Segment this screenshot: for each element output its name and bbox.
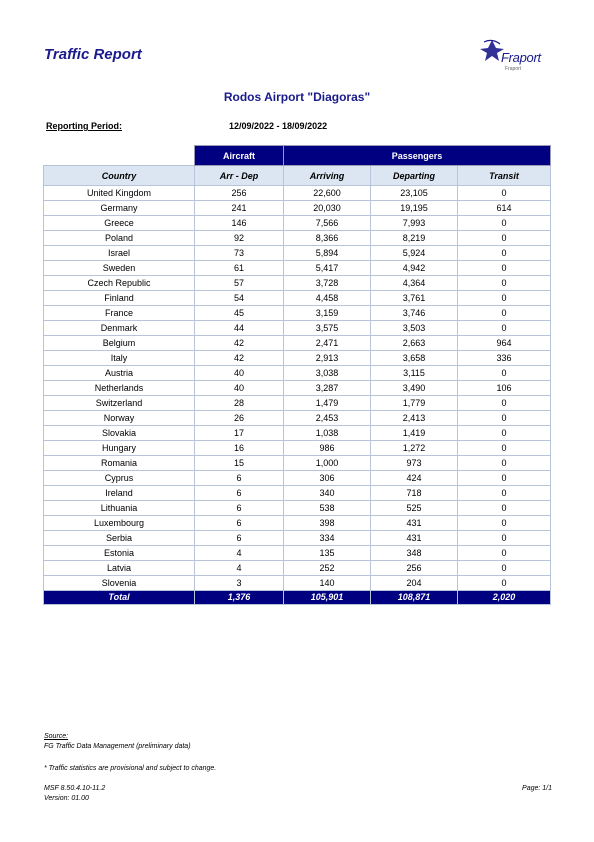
table-row xyxy=(44,216,551,231)
total-arriving: 105,901 xyxy=(284,591,371,605)
table-row xyxy=(44,186,551,201)
cell-arr-dep: 92 xyxy=(195,231,284,246)
column-header-row xyxy=(44,166,551,186)
total-arr-dep: 1,376 xyxy=(195,591,284,605)
cell-arr-dep: 54 xyxy=(195,291,284,306)
cell-country: Austria xyxy=(44,366,195,381)
cell-departing: 431 xyxy=(371,531,458,546)
source-text: FG Traffic Data Management (preliminary data) xyxy=(44,743,191,750)
cell-country: Hungary xyxy=(44,441,195,456)
cell-arr-dep: 241 xyxy=(195,201,284,216)
cell-transit: 0 xyxy=(458,531,551,546)
airport-name: Rodos Airport "Diagoras" xyxy=(223,90,371,104)
cell-departing: 19,195 xyxy=(371,201,458,216)
cell-transit: 614 xyxy=(458,201,551,216)
disclaimer-note: * Traffic statistics are provisional and subject to change. xyxy=(44,765,217,772)
cell-departing: 4,364 xyxy=(371,276,458,291)
cell-departing: 3,746 xyxy=(371,306,458,321)
cell-transit: 0 xyxy=(458,576,551,591)
source-label: Source: xyxy=(44,733,69,740)
reporting-period-label: Reporting Period: xyxy=(46,121,122,131)
cell-country: Israel xyxy=(44,246,195,261)
cell-arriving: 4,458 xyxy=(284,291,371,306)
cell-country: Belgium xyxy=(44,336,195,351)
col-header-departing: Departing xyxy=(371,166,458,186)
cell-departing: 3,658 xyxy=(371,351,458,366)
table-row xyxy=(44,231,551,246)
cell-departing: 525 xyxy=(371,501,458,516)
total-label: Total xyxy=(44,591,195,605)
table-row xyxy=(44,201,551,216)
cell-country: Italy xyxy=(44,351,195,366)
cell-arr-dep: 42 xyxy=(195,351,284,366)
cell-arr-dep: 57 xyxy=(195,276,284,291)
cell-country: Greece xyxy=(44,216,195,231)
page-number: Page: 1/1 xyxy=(522,785,552,792)
cell-country: Ireland xyxy=(44,486,195,501)
cell-arriving: 2,453 xyxy=(284,411,371,426)
cell-transit: 0 xyxy=(458,231,551,246)
cell-arriving: 3,287 xyxy=(284,381,371,396)
cell-departing: 4,942 xyxy=(371,261,458,276)
table-row xyxy=(44,441,551,456)
fraport-logo-text: Fraport xyxy=(501,50,541,65)
cell-country: United Kingdom xyxy=(44,186,195,201)
table-row xyxy=(44,471,551,486)
version-label: Version: 01.00 xyxy=(44,795,89,802)
table-row xyxy=(44,561,551,576)
cell-transit: 0 xyxy=(458,516,551,531)
cell-arr-dep: 146 xyxy=(195,216,284,231)
cell-arr-dep: 6 xyxy=(195,486,284,501)
cell-transit: 0 xyxy=(458,366,551,381)
cell-arriving: 140 xyxy=(284,576,371,591)
cell-arriving: 1,000 xyxy=(284,456,371,471)
col-header-arriving: Arriving xyxy=(284,166,371,186)
cell-arr-dep: 3 xyxy=(195,576,284,591)
cell-departing: 5,924 xyxy=(371,246,458,261)
cell-country: Luxembourg xyxy=(44,516,195,531)
cell-departing: 424 xyxy=(371,471,458,486)
cell-departing: 1,419 xyxy=(371,426,458,441)
cell-arr-dep: 28 xyxy=(195,396,284,411)
cell-departing: 204 xyxy=(371,576,458,591)
cell-transit: 0 xyxy=(458,276,551,291)
total-transit: 2,020 xyxy=(458,591,551,605)
table-row xyxy=(44,426,551,441)
cell-country: Norway xyxy=(44,411,195,426)
cell-arr-dep: 17 xyxy=(195,426,284,441)
table-row xyxy=(44,276,551,291)
cell-arriving: 398 xyxy=(284,516,371,531)
cell-country: Serbia xyxy=(44,531,195,546)
cell-arr-dep: 6 xyxy=(195,531,284,546)
table-row xyxy=(44,531,551,546)
cell-arriving: 1,479 xyxy=(284,396,371,411)
table-row xyxy=(44,576,551,591)
col-header-transit: Transit xyxy=(458,166,551,186)
cell-arr-dep: 6 xyxy=(195,471,284,486)
cell-arriving: 3,159 xyxy=(284,306,371,321)
cell-country: Netherlands xyxy=(44,381,195,396)
table-row xyxy=(44,291,551,306)
cell-transit: 0 xyxy=(458,411,551,426)
table-row xyxy=(44,246,551,261)
cell-transit: 106 xyxy=(458,381,551,396)
cell-departing: 7,993 xyxy=(371,216,458,231)
cell-departing: 3,761 xyxy=(371,291,458,306)
cell-arr-dep: 42 xyxy=(195,336,284,351)
cell-country: Denmark xyxy=(44,321,195,336)
table-row xyxy=(44,261,551,276)
cell-transit: 0 xyxy=(458,561,551,576)
cell-transit: 0 xyxy=(458,291,551,306)
table-row xyxy=(44,381,551,396)
table-row xyxy=(44,501,551,516)
cell-departing: 1,779 xyxy=(371,396,458,411)
cell-departing: 2,663 xyxy=(371,336,458,351)
table-row xyxy=(44,411,551,426)
cell-arr-dep: 4 xyxy=(195,561,284,576)
cell-departing: 8,219 xyxy=(371,231,458,246)
cell-country: Finland xyxy=(44,291,195,306)
cell-arr-dep: 73 xyxy=(195,246,284,261)
cell-departing: 431 xyxy=(371,516,458,531)
cell-arr-dep: 44 xyxy=(195,321,284,336)
cell-transit: 0 xyxy=(458,321,551,336)
cell-arriving: 252 xyxy=(284,561,371,576)
cell-arr-dep: 16 xyxy=(195,441,284,456)
cell-arriving: 3,575 xyxy=(284,321,371,336)
cell-transit: 0 xyxy=(458,246,551,261)
table-row xyxy=(44,321,551,336)
cell-country: Germany xyxy=(44,201,195,216)
total-departing: 108,871 xyxy=(371,591,458,605)
cell-arriving: 1,038 xyxy=(284,426,371,441)
cell-transit: 336 xyxy=(458,351,551,366)
cell-arr-dep: 256 xyxy=(195,186,284,201)
cell-transit: 0 xyxy=(458,501,551,516)
cell-country: Slovakia xyxy=(44,426,195,441)
cell-arr-dep: 4 xyxy=(195,546,284,561)
cell-arriving: 8,366 xyxy=(284,231,371,246)
table-row xyxy=(44,396,551,411)
cell-country: Switzerland xyxy=(44,396,195,411)
cell-country: Latvia xyxy=(44,561,195,576)
cell-transit: 0 xyxy=(458,396,551,411)
cell-transit: 0 xyxy=(458,261,551,276)
cell-arr-dep: 40 xyxy=(195,381,284,396)
cell-arr-dep: 26 xyxy=(195,411,284,426)
table-row xyxy=(44,516,551,531)
table-row xyxy=(44,306,551,321)
group-header-row xyxy=(44,146,551,166)
cell-arriving: 2,471 xyxy=(284,336,371,351)
table-row xyxy=(44,546,551,561)
cell-transit: 0 xyxy=(458,471,551,486)
cell-departing: 256 xyxy=(371,561,458,576)
cell-country: Estonia xyxy=(44,546,195,561)
cell-departing: 3,503 xyxy=(371,321,458,336)
traffic-table xyxy=(43,145,551,605)
cell-arriving: 5,894 xyxy=(284,246,371,261)
fraport-logo-subtext: Fraport xyxy=(505,66,522,72)
cell-arriving: 135 xyxy=(284,546,371,561)
col-header-country: Country xyxy=(44,166,195,186)
cell-country: Czech Republic xyxy=(44,276,195,291)
cell-arr-dep: 61 xyxy=(195,261,284,276)
cell-country: Romania xyxy=(44,456,195,471)
cell-transit: 0 xyxy=(458,306,551,321)
cell-arriving: 7,566 xyxy=(284,216,371,231)
cell-transit: 0 xyxy=(458,456,551,471)
cell-arriving: 986 xyxy=(284,441,371,456)
cell-transit: 0 xyxy=(458,186,551,201)
cell-country: Slovenia xyxy=(44,576,195,591)
cell-departing: 718 xyxy=(371,486,458,501)
cell-country: Lithuania xyxy=(44,501,195,516)
cell-transit: 0 xyxy=(458,426,551,441)
cell-arriving: 334 xyxy=(284,531,371,546)
table-body xyxy=(44,186,551,591)
cell-arr-dep: 45 xyxy=(195,306,284,321)
cell-country: Poland xyxy=(44,231,195,246)
cell-arriving: 22,600 xyxy=(284,186,371,201)
cell-arriving: 3,728 xyxy=(284,276,371,291)
cell-arriving: 538 xyxy=(284,501,371,516)
cell-arr-dep: 6 xyxy=(195,501,284,516)
cell-departing: 973 xyxy=(371,456,458,471)
cell-departing: 3,115 xyxy=(371,366,458,381)
cell-country: Sweden xyxy=(44,261,195,276)
cell-departing: 23,105 xyxy=(371,186,458,201)
cell-transit: 0 xyxy=(458,441,551,456)
table-row xyxy=(44,351,551,366)
cell-arr-dep: 15 xyxy=(195,456,284,471)
cell-country: Cyprus xyxy=(44,471,195,486)
cell-arriving: 2,913 xyxy=(284,351,371,366)
cell-arriving: 20,030 xyxy=(284,201,371,216)
aircraft-group-header: Aircraft xyxy=(195,146,284,166)
cell-departing: 2,413 xyxy=(371,411,458,426)
table-row xyxy=(44,336,551,351)
cell-country: France xyxy=(44,306,195,321)
cell-departing: 1,272 xyxy=(371,441,458,456)
table-row xyxy=(44,366,551,381)
col-header-arr-dep: Arr - Dep xyxy=(195,166,284,186)
cell-departing: 348 xyxy=(371,546,458,561)
cell-arriving: 3,038 xyxy=(284,366,371,381)
msf-code: MSF 8.50.4.10-11.2 xyxy=(44,785,106,792)
cell-arriving: 340 xyxy=(284,486,371,501)
cell-arriving: 5,417 xyxy=(284,261,371,276)
cell-arr-dep: 40 xyxy=(195,366,284,381)
cell-transit: 0 xyxy=(458,216,551,231)
report-title: Traffic Report xyxy=(44,46,142,63)
cell-transit: 0 xyxy=(458,486,551,501)
cell-transit: 964 xyxy=(458,336,551,351)
table-row xyxy=(44,486,551,501)
total-row xyxy=(44,591,551,605)
cell-transit: 0 xyxy=(458,546,551,561)
passengers-group-header: Passengers xyxy=(284,146,551,166)
reporting-period-value: 12/09/2022 - 18/09/2022 xyxy=(229,121,328,131)
cell-departing: 3,490 xyxy=(371,381,458,396)
cell-arriving: 306 xyxy=(284,471,371,486)
cell-arr-dep: 6 xyxy=(195,516,284,531)
table-row xyxy=(44,456,551,471)
